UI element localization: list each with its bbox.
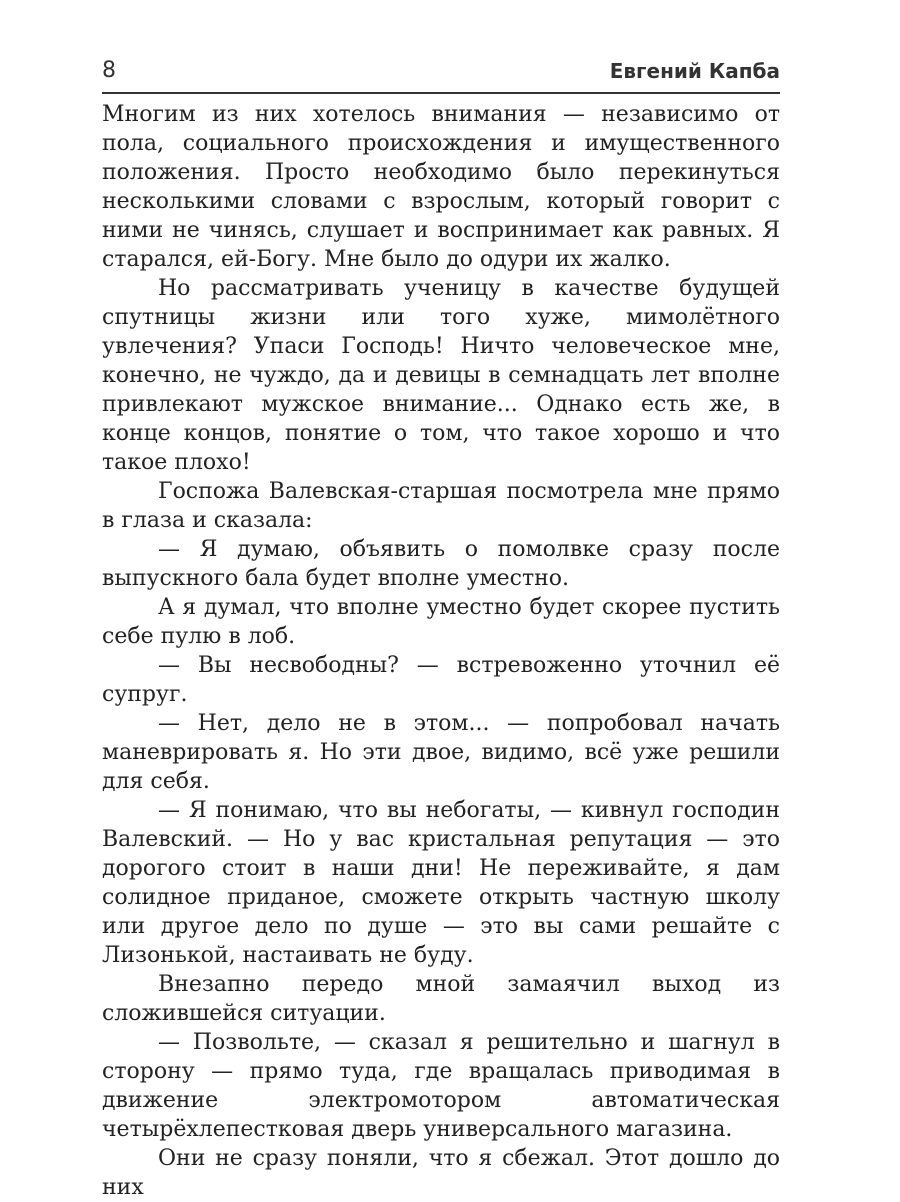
author-name: Евгений Капба (609, 59, 780, 83)
running-header (102, 52, 780, 94)
dialogue-line: — Вы несвободны? — встревоженно уточнил её супруг. (102, 653, 780, 707)
body-text (102, 100, 780, 1202)
paragraph: Они не сразу поняли, что я сбежал. Этот дошло до них (102, 1146, 780, 1200)
dialogue-line: — Я понимаю, что вы небогаты, — кивнул господин Валевский. — Но у вас кристальная репутация — это дорогого стоит в наши дни! Не переживайте, я дам солидное приданое, сможете открыть частную школу или другое дело по душе — это вы сами решайте с Лизонькой, настаивать не буду. (102, 798, 780, 968)
dialogue-line: — Я думаю, объявить о помолвке сразу после выпускного бала будет вполне уместно. (102, 537, 780, 591)
dialogue-line: — Нет, дело не в этом... — попробовал начать маневрировать я. Но эти двое, видимо, всё уже решили для себя. (102, 711, 780, 794)
dialogue-line: — Позвольте, — сказал я решительно и шагнул в сторону — прямо туда, где вращалась приводимая в движение электромотором автоматическая четырёхлепестковая дверь универсального магазина. (102, 1030, 780, 1142)
paragraph: Многим из них хотелось внимания — независимо от пола, социального происхождения и имущественного положения. Просто необходимо было перекинуться несколькими словами с взрослым, который говорит с ними не чинясь, слушает и воспринимает как равных. Я старался, ей-Богу. Мне было до одури их жалко. (102, 102, 780, 272)
paragraph: А я думал, что вполне уместно будет скорее пустить себе пулю в лоб. (102, 595, 780, 649)
paragraph: Внезапно передо мной замаячил выход из сложившейся ситуации. (102, 972, 780, 1026)
paragraph: Но рассматривать ученицу в качестве будущей спутницы жизни или того хуже, мимолётного увлечения? Упаси Господь! Ничто человеческое мне, конечно, не чуждо, да и девицы в семнадцать лет вполне привлекают мужское внимание... Однако есть же, в конце концов, понятие о том, что такое хорошо и что такое плохо! (102, 276, 780, 475)
page-number: 8 (102, 58, 116, 83)
paragraph: Госпожа Валевская-старшая посмотрела мне прямо в глаза и сказала: (102, 479, 780, 533)
